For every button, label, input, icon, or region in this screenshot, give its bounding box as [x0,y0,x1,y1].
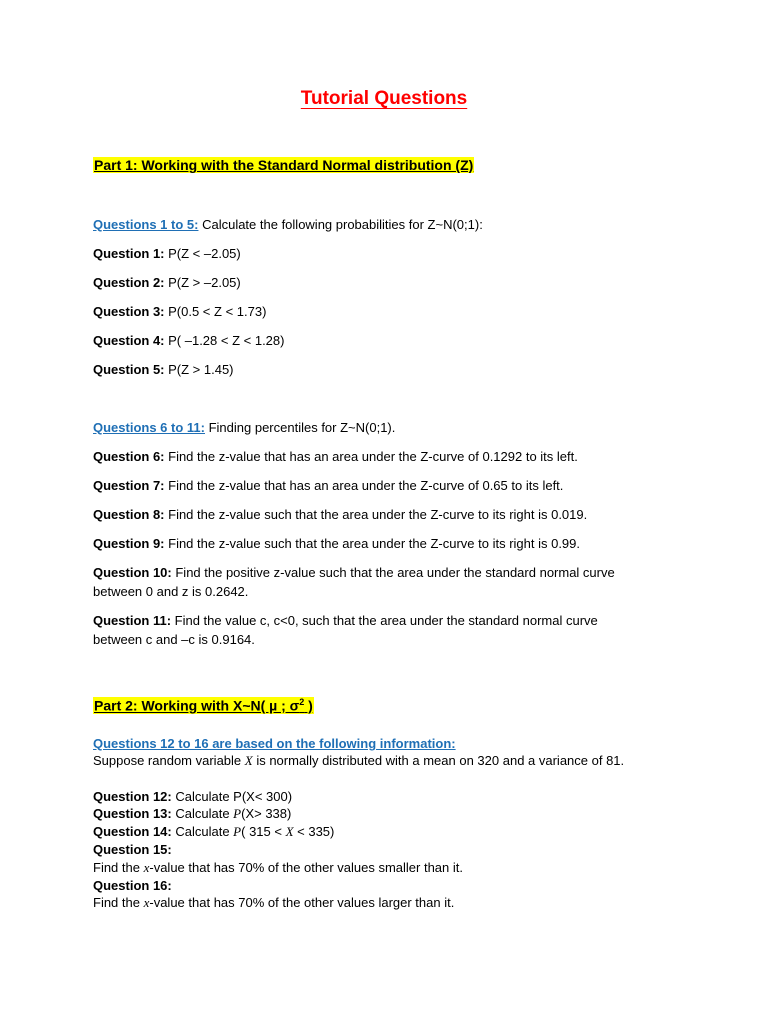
question-6: Question 6: Find the z-value that has an area under the Z-curve of 0.1292 to its left. [93,449,578,464]
question-16: Question 16: [93,878,172,893]
question-11: Question 11: Find the value c, c<0, such that the area under the standard normal curve [93,613,598,628]
group3-link[interactable]: Questions 12 to 16 are based on the following information: [93,736,456,751]
question-10: Question 10: Find the positive z-value such that the area under the standard normal curve [93,565,615,580]
question-2: Question 2: P(Z > –2.05) [93,275,241,290]
question-1: Question 1: P(Z < –2.05) [93,246,241,261]
question-7: Question 7: Find the z-value that has an area under the Z-curve of 0.65 to its left. [93,478,564,493]
group2-intro: Questions 6 to 11: Finding percentiles for Z~N(0;1). [93,420,396,435]
question-11-cont: between c and –c is 0.9164. [93,632,255,647]
question-15: Question 15: [93,842,172,857]
question-12: Question 12: Calculate P(X< 300) [93,789,293,804]
question-16-text: Find the x-value that has 70% of the other values larger than it. [93,895,455,910]
group2-link[interactable]: Questions 6 to 11: [93,420,205,435]
question-15-text: Find the x-value that has 70% of the other values smaller than it. [93,860,463,875]
question-10-cont: between 0 and z is 0.2642. [93,584,249,599]
group1-intro: Questions 1 to 5: Calculate the following probabilities for Z~N(0;1): [93,217,483,232]
question-5: Question 5: P(Z > 1.45) [93,362,234,377]
question-3: Question 3: P(0.5 < Z < 1.73) [93,304,267,319]
question-8: Question 8: Find the z-value such that the area under the Z-curve to its right is 0.019. [93,507,588,522]
group1-link[interactable]: Questions 1 to 5: [93,217,199,232]
question-14: Question 14: Calculate P( 315 < X < 335) [93,824,335,839]
part2-heading: Part 2: Working with X~N( µ ; $\sigma^2$ ) [94,697,313,714]
question-9: Question 9: Find the z-value such that the area under the Z-curve to its right is 0.99. [93,536,581,551]
part1-heading: Part 1: Working with the Standard Normal distribution (Z) [94,157,474,173]
question-4: Question 4: P( –1.28 < Z < 1.28) [93,333,285,348]
group3-info: Suppose random variable X is normally distributed with a mean on 320 and a variance of 81. [93,753,625,768]
question-13: Question 13: Calculate P(X> 338) [93,806,292,821]
group3-intro [93,735,456,753]
page-title: Tutorial Questions [300,88,468,109]
